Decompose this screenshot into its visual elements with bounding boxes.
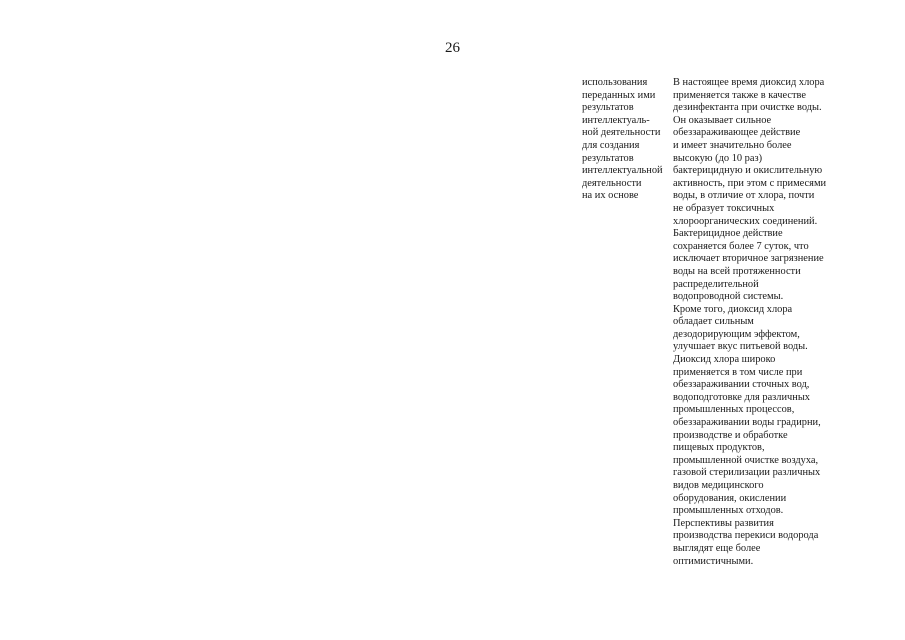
right-column-line: Бактерицидное действие — [673, 228, 783, 240]
left-text-column — [582, 77, 670, 203]
right-column-line: оптимистичными. — [673, 555, 754, 567]
left-column-line: результатов — [582, 152, 634, 164]
left-column-line: интеллектуаль- — [582, 114, 650, 126]
right-column-line: обеззараживании воды градирни, — [673, 417, 821, 429]
right-column-line: производства перекиси водорода — [673, 530, 819, 542]
right-column-line: промышленных процессов, — [673, 404, 795, 416]
right-column-line: обеззараживании сточных вод, — [673, 379, 810, 391]
right-column-line: распределительной — [673, 278, 759, 290]
left-column-line: на их основе — [582, 190, 639, 202]
right-column-line: Перспективы развития — [673, 517, 774, 529]
right-text-column — [673, 77, 838, 568]
right-column-line: дезинфектанта при очистке воды. — [673, 102, 822, 114]
right-column-line: высокую (до 10 раз) — [673, 152, 763, 164]
right-column-line: промышленной очистке воздуха, — [673, 454, 819, 466]
right-column-line: Кроме того, диоксид хлора — [673, 303, 793, 315]
left-column-line: результатов — [582, 102, 634, 114]
right-column-line: водопроводной системы. — [673, 291, 784, 303]
right-column-line: пищевых продуктов, — [673, 442, 765, 454]
left-column-line: ной деятельности — [582, 127, 661, 139]
right-column-line: не образует токсичных — [673, 202, 775, 214]
right-column-line: промышленных отходов. — [673, 505, 784, 517]
page-number: 26 — [445, 40, 460, 56]
right-column-line: Он оказывает сильное — [673, 114, 772, 126]
right-column-line: производстве и обработке — [673, 429, 788, 441]
right-column-line: исключает вторичное загрязнение — [673, 253, 824, 265]
right-column-line: водоподготовке для различных — [673, 391, 810, 403]
right-column-line: обеззараживающее действие — [673, 127, 801, 139]
right-column-line: бактерицидную и окислительную — [673, 165, 823, 177]
left-column-line: переданных ими — [582, 89, 656, 101]
right-column-line: дезодорирующим эффектом, — [673, 328, 800, 340]
right-column-line: выглядят еще более — [673, 542, 761, 554]
right-column-line: обладает сильным — [673, 316, 754, 328]
right-column-line: видов медицинского — [673, 480, 764, 491]
right-column-line: активность, при этом с примесями — [673, 177, 827, 189]
right-column-line: применяется в том числе при — [673, 366, 803, 378]
right-column-line: сохраняется более 7 суток, что — [673, 240, 809, 252]
left-column-line: деятельности — [582, 177, 642, 189]
right-column-line: воды на всей протяженности — [673, 265, 801, 277]
right-column-line: и имеет значительно более — [673, 139, 792, 151]
left-column-line: для создания — [582, 139, 640, 151]
right-column-line: хлороорганических соединений. — [673, 215, 818, 227]
left-column-line: использования — [582, 77, 648, 88]
left-column-line: интеллектуальной — [582, 165, 663, 177]
right-column-line: применяется также в качестве — [673, 89, 806, 101]
right-column-line: Диоксид хлора широко — [673, 354, 776, 366]
right-column-line: оборудования, окислении — [673, 492, 787, 504]
right-column-line: воды, в отличие от хлора, почти — [673, 190, 815, 202]
right-column-line: В настоящее время диоксид хлора — [673, 77, 825, 88]
right-column-line: улучшает вкус питьевой воды. — [673, 341, 808, 353]
right-column-line: газовой стерилизации различных — [673, 467, 821, 479]
